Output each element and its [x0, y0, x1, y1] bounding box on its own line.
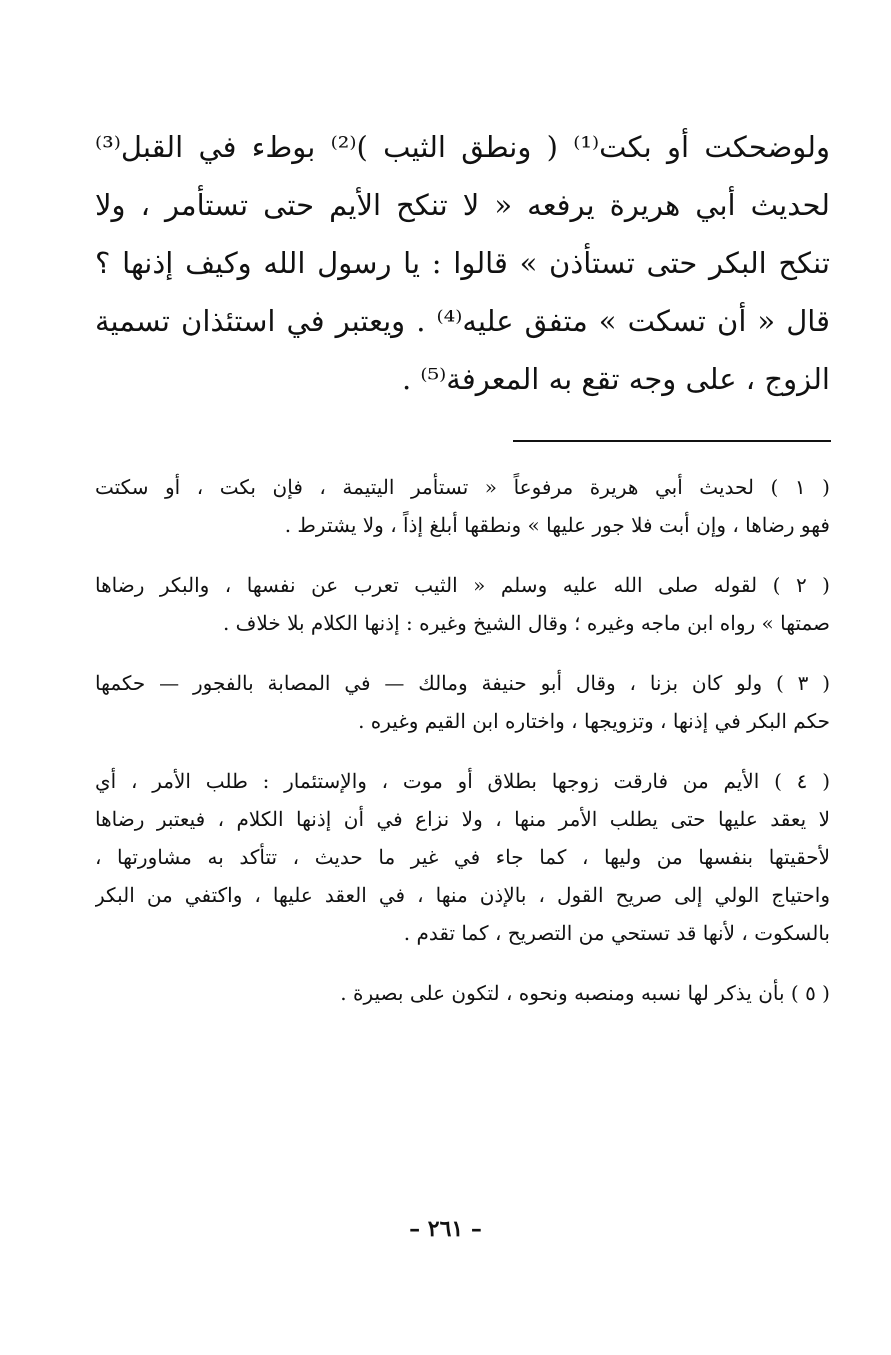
main-text-line: الزوج ، على وجه تقع به المعرفة⁽⁵⁾ .	[401, 362, 830, 396]
footnote-line: فهو رضاها ، وإن أبت فلا جور عليها » ونطقها أبلغ إذاً ، ولا يشترط .	[284, 513, 830, 537]
footnote-line: لا يعقد عليها حتى يطلب الأمر منها ، ولا نزاع في أن إذنها الكلام ، فيعتبر رضاها	[95, 807, 830, 831]
footnote-line: ( ٥ ) بأن يذكر لها نسبه ومنصبه ونحوه ، لتكون على بصيرة .	[340, 981, 830, 1005]
footnote-line: ( ١ ) لحديث أبي هريرة مرفوعاً « تستأمر اليتيمة ، فإن بكت ، أو سكتت	[95, 475, 830, 499]
footnote-4	[95, 762, 830, 952]
footnote-line: ( ٤ ) الأيم من فارقت زوجها بطلاق أو موت ، والإستئمار : طلب الأمر ، أي	[95, 769, 830, 793]
footnote-separator	[513, 440, 831, 442]
footnote-line: واحتياج الولي إلى صريح القول ، بالإذن منها ، في العقد عليها ، واكتفي من البكر	[95, 883, 830, 907]
footnote-5	[95, 974, 830, 1012]
footnote-line: لأحقيتها بنفسها من وليها ، كما جاء في غير ما حديث ، تتأكد به مشاورتها ،	[95, 845, 830, 869]
main-text	[95, 118, 830, 408]
footnotes	[95, 468, 830, 1034]
footnote-2	[95, 566, 830, 642]
main-text-line: قال « أن تسكت » متفق عليه⁽⁴⁾ . ويعتبر في استئذان تسمية	[95, 304, 830, 338]
footnote-1	[95, 468, 830, 544]
footnote-line: ( ٢ ) لقوله صلى الله عليه وسلم « الثيب تعرب عن نفسها ، والبكر رضاها	[95, 573, 830, 597]
main-text-line: تنكح البكر حتى تستأذن » قالوا : يا رسول الله وكيف إذنها ؟	[95, 246, 830, 280]
footnote-line: حكم البكر في إذنها ، وتزويجها ، واختاره ابن القيم وغيره .	[358, 709, 830, 733]
footnote-line: صمتها » رواه ابن ماجه وغيره ؛ وقال الشيخ وغيره : إذنها الكلام بلا خلاف .	[222, 611, 830, 635]
page-number: – ٢٦١ –	[409, 1216, 482, 1242]
main-text-line: لحديث أبي هريرة يرفعه « لا تنكح الأيم حتى تستأمر ، ولا	[95, 188, 830, 222]
footnote-line: بالسكوت ، لأنها قد تستحي من التصريح ، كما تقدم .	[403, 921, 830, 945]
footnote-3	[95, 664, 830, 740]
main-text-line: ولوضحكت أو بكت⁽¹⁾ ( ونطق الثيب )⁽²⁾ بوطء في القبل⁽³⁾	[95, 130, 830, 164]
footnote-line: ( ٣ ) ولو كان بزنا ، وقال أبو حنيفة ومالك — في المصابة بالفجور — حكمها	[95, 671, 830, 695]
